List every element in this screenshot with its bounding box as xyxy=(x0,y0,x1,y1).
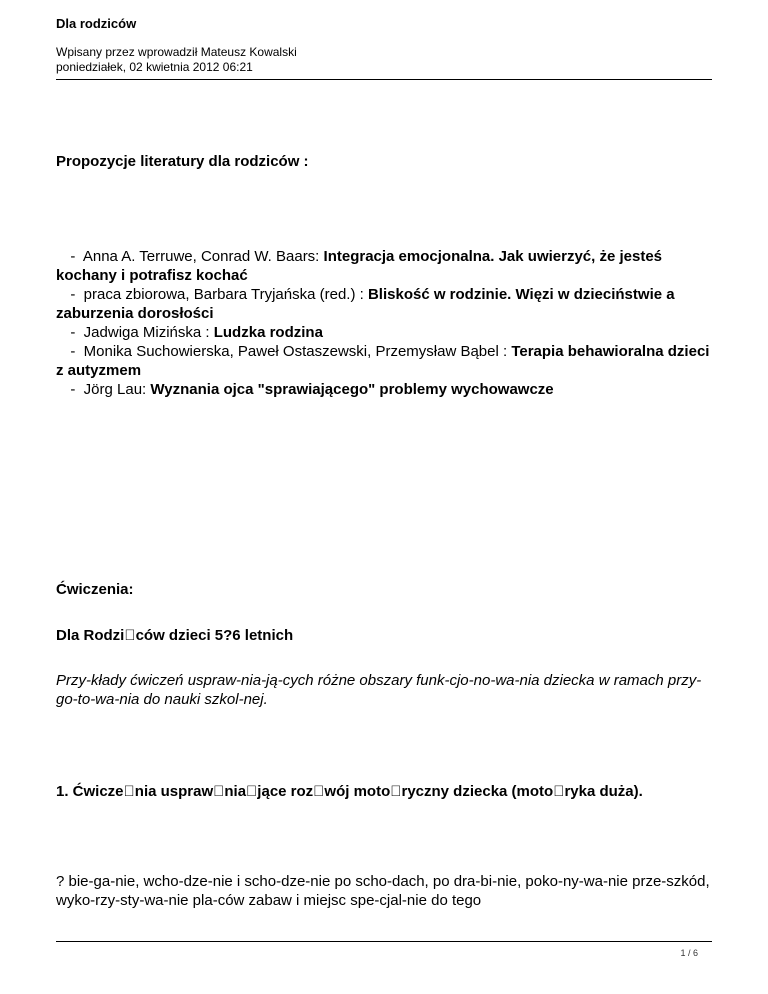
literature-heading: Propozycje literatury dla rodziców : xyxy=(56,153,309,170)
date-line: poniedziałek, 02 kwietnia 2012 06:21 xyxy=(56,60,253,74)
author-line: Wpisany przez wprowadził Mateusz Kowalski xyxy=(56,45,297,59)
section-1-heading: 1. Ćwicze nia uspraw nia jące roz wój moto ryczny dziecka (moto ryka duża). xyxy=(56,783,643,800)
literature-item-authors: Jörg Lau: xyxy=(83,381,151,398)
literature-item-authors: Jadwiga Mizińska : xyxy=(83,324,214,341)
site-title: Dla rodziców xyxy=(56,16,137,31)
literature-item: - Jörg Lau: Wyznania ojca "sprawiającego" problemy wychowawcze xyxy=(62,381,554,398)
literature-item-title: Integracja emocjonalna. Jak uwierzyć, że jesteś kochany i potrafisz kochać xyxy=(56,248,663,284)
exercises-heading: Ćwiczenia: xyxy=(56,581,134,598)
literature-item: - praca zbiorowa, Barbara Tryjańska (red.) : Bliskość w rodzinie. Więzi w dzieciństwie a zaburzenia dorosłości xyxy=(56,286,675,322)
literature-item-authors: Monika Suchowierska, Paweł Ostaszewski, Przemysław Bąbel : xyxy=(83,343,512,360)
section-1-text: ? bie-ga-nie, wcho-dze-nie i scho-dze-nie po scho-dach, po dra-bi-nie, poko-ny-wa-nie prze-szkód, wyko-rzy-sty-wa-nie pla-ców zabaw i miejsc spe-cjal-nie do tego xyxy=(56,873,710,909)
literature-item-authors: Anna A. Terruwe, Conrad W. Baars: xyxy=(82,248,324,265)
page-number: 1 / 6 xyxy=(680,948,698,958)
header-divider xyxy=(56,79,712,80)
literature-item-title: Bliskość w rodzinie. Więzi w dzieciństwie a zaburzenia dorosłości xyxy=(56,286,675,322)
literature-item: - Monika Suchowierska, Paweł Ostaszewski, Przemysław Bąbel : Terapia behawioralna dzieci z autyzmem xyxy=(56,343,710,379)
exercises-intro: Przy-kłady ćwiczeń uspraw-nia-ją-cych różne obszary funk-cjo-no-wa-nia dziecka w ramach przy-go-to-wa-nia do nauki szkol-nej. xyxy=(56,672,702,708)
article-meta xyxy=(56,45,297,75)
literature-item: - Anna A. Terruwe, Conrad W. Baars: Integracja emocjonalna. Jak uwierzyć, że jesteś kochany i potrafisz kochać xyxy=(56,248,663,284)
exercises-subheading: Dla Rodzi ców dzieci 5?6 letnich xyxy=(56,627,294,644)
literature-item: - Jadwiga Mizińska : Ludzka rodzina xyxy=(62,324,323,341)
literature-item-title: Wyznania ojca "sprawiającego" problemy wychowawcze xyxy=(150,381,554,398)
footer-divider xyxy=(56,941,712,942)
literature-item-title: Ludzka rodzina xyxy=(213,324,323,341)
literature-list xyxy=(56,247,716,399)
literature-item-authors: praca zbiorowa, Barbara Tryjańska (red.) : xyxy=(83,286,368,303)
literature-item-title: Terapia behawioralna dzieci z autyzmem xyxy=(56,343,710,379)
